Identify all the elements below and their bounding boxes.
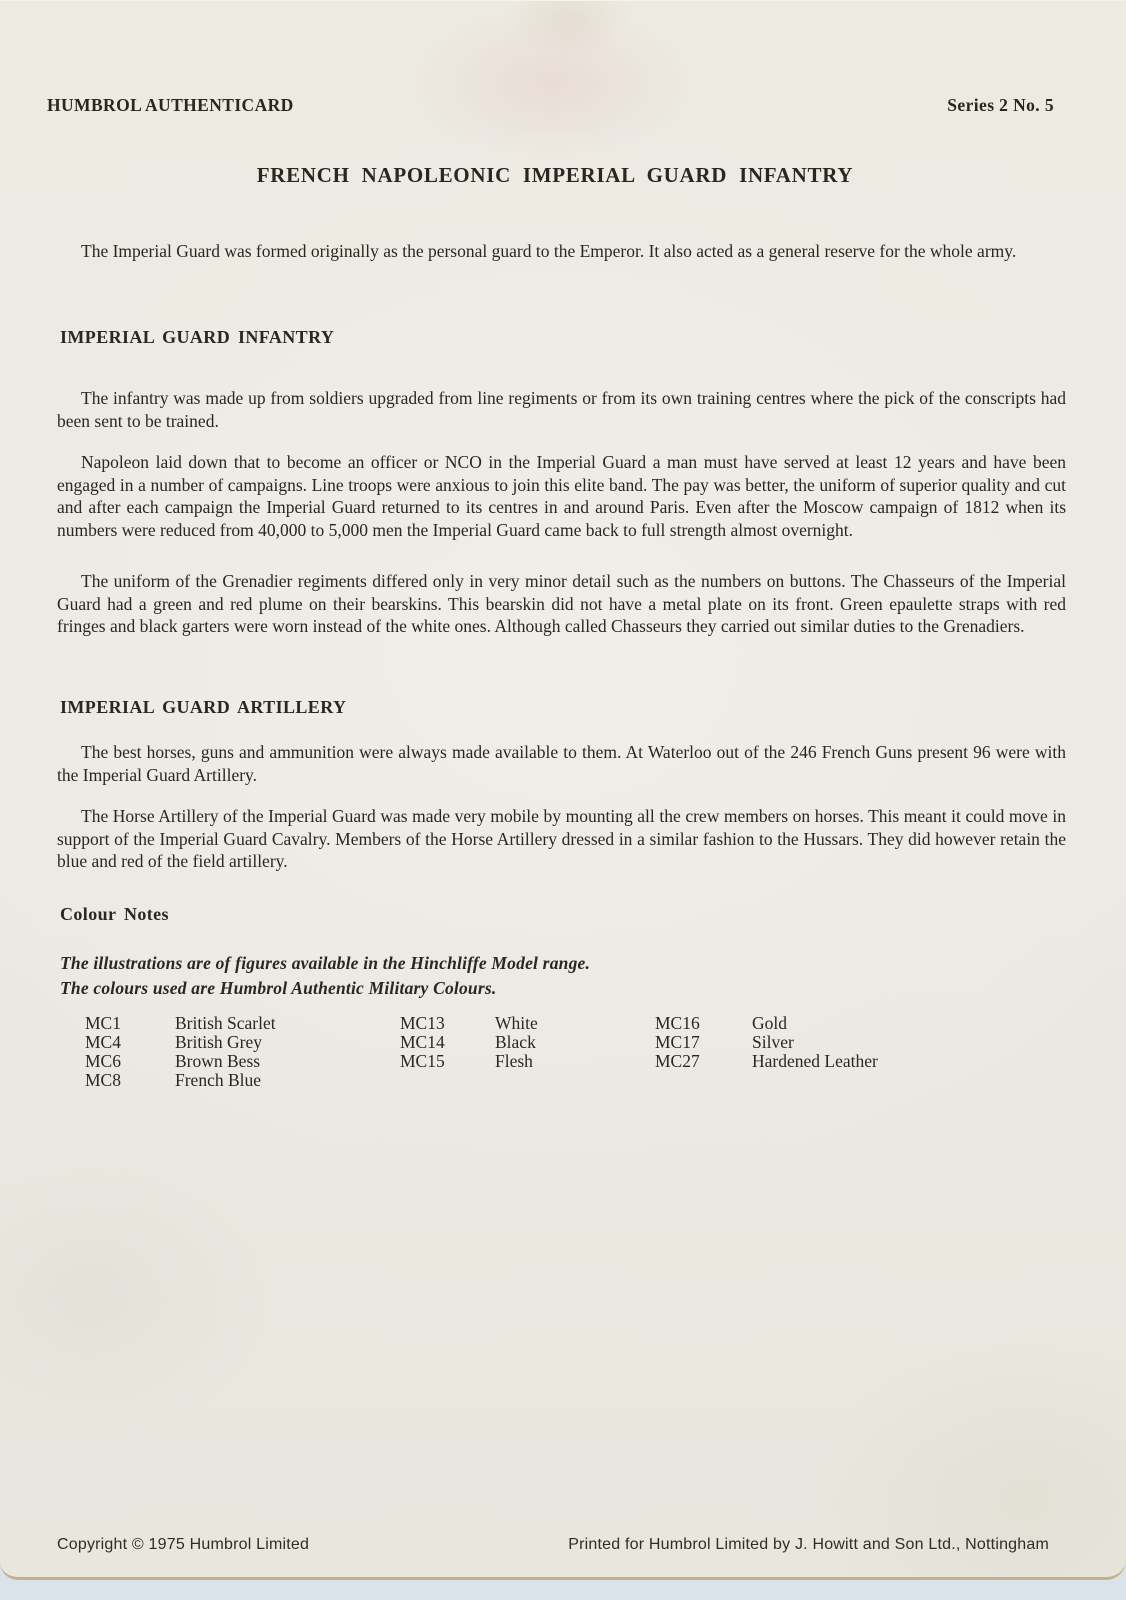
colour-name: British Scarlet — [175, 1013, 276, 1033]
colour-code: MC15 — [400, 1051, 445, 1071]
colour-note-line: The colours used are Humbrol Authentic Military Colours. — [60, 977, 497, 998]
colour-code: MC4 — [85, 1032, 121, 1052]
colour-name: Black — [495, 1032, 536, 1052]
artillery-paragraph-1: The best horses, guns and ammunition were always made available to them. At Waterloo out of the 246 French Guns present 96 were with the Imperial Guard Artillery. — [57, 742, 1066, 785]
colour-name: French Blue — [175, 1070, 262, 1090]
colour-name — [495, 1071, 655, 1090]
colour-code: MC14 — [400, 1032, 445, 1052]
colour-code — [655, 1071, 752, 1090]
colour-name: Brown Bess — [175, 1051, 261, 1071]
colour-code — [400, 1071, 495, 1090]
page-title: FRENCH NAPOLEONIC IMPERIAL GUARD INFANTRY — [256, 163, 854, 187]
intro-paragraph: The Imperial Guard was formed originally as the personal guard to the Emperor. It also acted as a general reserve for the whole army. — [81, 241, 1017, 261]
colour-name: Flesh — [495, 1051, 533, 1071]
colour-table-row — [85, 1014, 1060, 1033]
colour-table-row — [85, 1052, 1060, 1071]
colour-code: MC13 — [400, 1013, 445, 1033]
colour-code: MC27 — [655, 1051, 700, 1071]
colour-name: White — [495, 1013, 538, 1033]
colour-notes-heading: Colour Notes — [60, 904, 169, 924]
colour-name: Gold — [752, 1013, 787, 1033]
card-footer — [57, 1536, 1049, 1554]
section-heading-infantry: IMPERIAL GUARD INFANTRY — [60, 327, 335, 347]
colour-code: MC17 — [655, 1032, 700, 1052]
card-header — [47, 95, 1054, 116]
colour-name — [752, 1071, 1060, 1090]
colour-note-line: The illustrations are of figures available in the Hinchliffe Model range. — [60, 953, 591, 973]
colour-notes-text — [60, 951, 1060, 1000]
infantry-paragraph-2: Napoleon laid down that to become an officer or NCO in the Imperial Guard a man must have served at least 12 years and have been engaged in a number of campaigns. Line troops were anxious to join this elite band. The pay was better, the uniform of superior quality and cut and after each campaign the Imperial Guard returned to its centres in and around Paris. Even after the Moscow campaign of 1812 when its numbers were reduced from 40,000 to 5,000 men the Imperial Guard came back to full strength almost overnight. — [57, 452, 1066, 541]
colour-code: MC8 — [85, 1070, 121, 1090]
colour-code: MC6 — [85, 1051, 121, 1071]
colour-code-table — [0, 1014, 1060, 1090]
colour-code: MC1 — [85, 1013, 121, 1033]
artillery-paragraph-2: The Horse Artillery of the Imperial Guard was made very mobile by mounting all the crew members on horses. This meant it could move in support of the Imperial Guard Cavalry. Members of the Horse Artillery dressed in a similar fashion to the Hussars. They did however retain the blue and red of the field artillery. — [57, 806, 1066, 872]
colour-table-row — [85, 1071, 1060, 1090]
brand-title: HUMBROL AUTHENTICARD — [47, 95, 294, 115]
series-number: Series 2 No. 5 — [947, 95, 1054, 115]
copyright-notice: Copyright © 1975 Humbrol Limited — [57, 1536, 310, 1553]
scan-background — [0, 1580, 1126, 1600]
colour-name: Silver — [752, 1032, 794, 1052]
printer-credit: Printed for Humbrol Limited by J. Howitt and Son Ltd., Nottingham — [568, 1536, 1049, 1553]
section-heading-artillery: IMPERIAL GUARD ARTILLERY — [60, 697, 347, 717]
infantry-paragraph-1: The infantry was made up from soldiers upgraded from line regiments or from its own training centres where the pick of the conscripts had been sent to be trained. — [57, 388, 1066, 431]
colour-table-row — [85, 1033, 1060, 1052]
infantry-paragraph-3: The uniform of the Grenadier regiments differed only in very minor detail such as the numbers on buttons. The Chasseurs of the Imperial Guard had a green and red plume on their bearskins. This bearskin did not have a metal plate on its front. Green epaulette straps with red fringes and black garters were worn instead of the white ones. Although called Chasseurs they carried out similar duties to the Grenadiers. — [57, 571, 1066, 637]
colour-code: MC16 — [655, 1013, 700, 1033]
colour-name: British Grey — [175, 1032, 263, 1052]
colour-name: Hardened Leather — [752, 1051, 878, 1071]
